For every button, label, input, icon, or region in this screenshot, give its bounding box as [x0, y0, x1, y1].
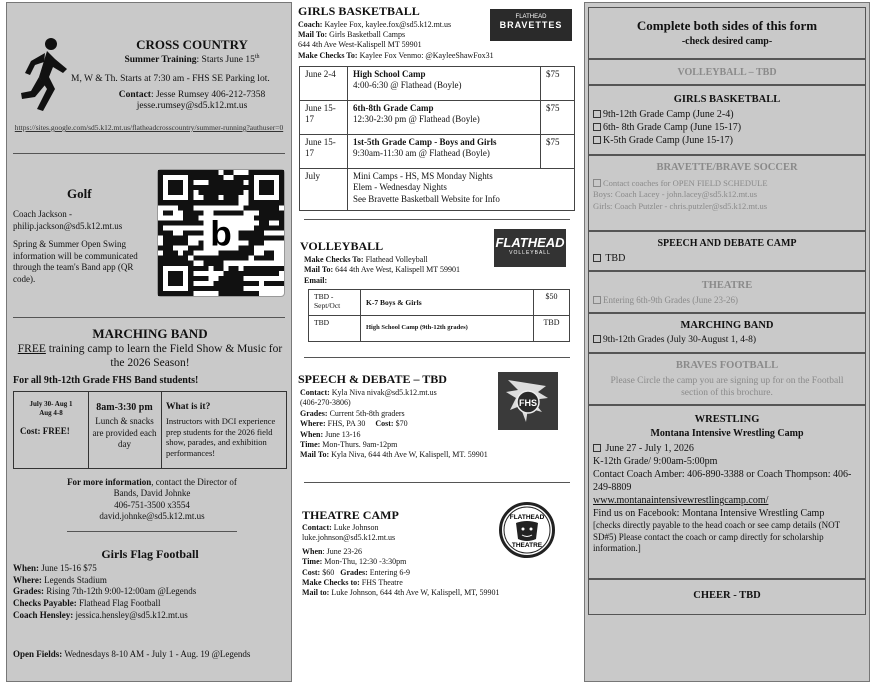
- band-time: 8am-3:30 pm: [96, 402, 153, 413]
- speech-debate-logo-text: FHS: [519, 398, 537, 408]
- form-wrestling: WRESTLING Montana Intensive Wrestling Camp June 27 - July 1, 2026 K-12th Grade/ 9:00am-5:00pm Contact Coach Amber: 406-890-3388 or Coach Thompson: 406-249-8809 www.montanaintensivewrestlingcamp.com/ Find us on Facebook: Montana Intensive Wrestling Camp [checks directly payable to the head coach or see camp details (NOT SD#5) Please contact the coach or camp directly for scholarship information.]: [588, 405, 866, 579]
- cross-country-schedule: M, W & Th. Starts at 7:30 am - FHS SE Parking lot.: [71, 74, 270, 84]
- table-row: June 15-17 1st-5th Grade Camp - Boys and Girls 9:30am-11:30 am @ Flathead (Boyle) $75: [300, 135, 575, 169]
- checkbox[interactable]: [593, 179, 601, 187]
- divider: [13, 317, 285, 318]
- gb-option-ms[interactable]: 6th- 8th Grade Camp (June 15-17): [593, 121, 741, 134]
- table-row: July Mini Camps - HS, MS Monday Nights Elem - Wednesday Nights See Bravette Basketball Website for Info: [300, 169, 575, 211]
- golf-title: Golf: [67, 186, 92, 201]
- divider: [304, 482, 570, 483]
- girls-basketball-table: [299, 66, 575, 211]
- band-description: FREE training camp to learn the Field Show & Music for the 2026 Season!: [17, 343, 283, 370]
- gb-option-hs[interactable]: 9th-12th Grade Camp (June 2-4): [593, 108, 741, 121]
- runner-icon: [17, 37, 69, 113]
- band-title: MARCHING BAND: [92, 326, 208, 341]
- form-soccer: BRAVETTE/BRAVE SOCCER Contact coaches for OPEN FIELD SCHEDULE Boys: Coach Lacey - john.lacey@sd5.k12.mt.us Girls: Coach Putzler - chris.putzler@sd5.k12.mt.us: [588, 155, 866, 231]
- qr-code: [157, 169, 285, 297]
- wrestling-website-link[interactable]: www.montanaintensivewrestlingcamp.com/: [593, 495, 769, 506]
- band-lunch: Lunch & snacks are provided each day: [92, 416, 157, 450]
- band-eligibility: For all 9th-12th Grade FHS Band students!: [13, 375, 199, 386]
- theatre-camp-info: Contact: Luke Johnson luke.johnson@sd5.k12.mt.us When: June 23-26 Time: Mon-Thu, 12:30 -3:30pm Cost: $60 Grades: Entering 6-9 Make Checks to: FHS Theatre Mail to: Luke Johnson, 644 4th Ave W, Kalispell, MT, 59901: [302, 523, 500, 598]
- svg-text:b: b: [210, 214, 232, 254]
- form-header: [588, 7, 866, 59]
- cross-country-title: CROSS COUNTRY: [136, 37, 248, 52]
- form-title: Complete both sides of this form: [636, 18, 818, 33]
- checkbox[interactable]: [593, 254, 601, 262]
- form-speech-debate: SPEECH AND DEBATE CAMP TBD: [588, 231, 866, 271]
- band-contact: For more information, contact the Director of Bands, David Johnke 406-751-3500 x3554 david.johnke@sd5.k12.mt.us: [67, 477, 237, 521]
- checkbox[interactable]: [593, 335, 601, 343]
- form-football: BRAVES FOOTBALL Please Circle the camp you are signing up for on the Football section of this brochure.: [588, 353, 866, 405]
- table-row: June 15-17 6th-8th Grade Camp 12:30-2:30 pm @ Flathead (Boyle) $75: [300, 101, 575, 135]
- svg-text:THEATRE: THEATRE: [511, 542, 543, 549]
- form-girls-basketball: GIRLS BASKETBALL 9th-12th Grade Camp (June 2-4) 6th- 8th Grade Camp (June 15-17) K-5th Grade Camp (June 15-17): [588, 85, 866, 155]
- cross-country-contact: Contact: Jesse Rumsey 406-212-7358: [118, 90, 266, 100]
- middle-column: [296, 2, 578, 682]
- speech-debate-logo: [498, 372, 558, 430]
- golf-info: Spring & Summer Open Swing information will be communicated through the team's Band app (QR code).: [13, 239, 138, 285]
- speech-debate-info: Contact: Kyla Niva nivak@sd5.k12.mt.us (406-270-3806) Grades: Current 5th-8th graders Where: FHS, PA 30 Cost: $70 When: June 13-16 Time: Mon-Thurs. 9am-12pm Mail To: Kyla Niva, 644 4th Ave W, Kalispell, MT. 59901: [300, 388, 488, 460]
- gb-option-elem[interactable]: K-5th Grade Camp (June 15-17): [593, 134, 741, 147]
- divider: [304, 357, 570, 358]
- checkbox[interactable]: [593, 296, 601, 304]
- girls-basketball-title: GIRLS BASKETBALL: [298, 4, 420, 18]
- registration-form: [584, 2, 870, 682]
- checkbox[interactable]: [593, 444, 601, 452]
- flathead-volleyball-logo: FLATHEAD VOLLEYBALL: [494, 229, 566, 267]
- table-row: TBD - Sept/Oct K-7 Boys & Girls $50: [309, 290, 570, 316]
- wrestling-option[interactable]: June 27 - July 1, 2026: [593, 442, 859, 455]
- divider: [13, 153, 285, 154]
- table-row: TBD High School Camp (9th-12th grades) TBD: [309, 316, 570, 342]
- cross-country-training: Summer Training: Starts June 15th: [124, 54, 260, 66]
- theatre-option[interactable]: Entering 6th-9th Grades (June 23-26): [593, 295, 738, 305]
- girls-basketball-info: Coach: Kaylee Fox, kaylee.fox@sd5.k12.mt.us Mail To: Girls Basketball Camps 644 4th Ave West-Kalispell MT 59901 Make Checks To: Kaylee Fox Venmo: @KayleeShawFox31: [298, 20, 494, 60]
- checkbox[interactable]: [593, 136, 601, 144]
- checkbox[interactable]: [593, 110, 601, 118]
- volleyball-info: Make Checks To: Flathead Volleyball Mail To: 644 4th Ave West, Kalispell MT 59901 Email:: [304, 255, 461, 285]
- theatre-camp-title: THEATRE CAMP: [302, 508, 399, 522]
- sd-option[interactable]: TBD: [593, 253, 625, 264]
- golf-coach: Coach Jackson - philip.jackson@sd5.k12.mt.us: [13, 209, 123, 231]
- bravettes-logo: FLATHEAD BRAVETTES: [490, 9, 572, 41]
- svg-text:FLATHEAD: FLATHEAD: [509, 514, 545, 521]
- band-cost: Cost: FREE!: [20, 426, 70, 436]
- flag-details: When: June 15-16 $75 Where: Legends Stadium Grades: Rising 7th-12th 9:00-12:00am @Legends Checks Payable: Flathead Flag Football Coach Hensley: jessica.hensley@sd5.k12.mt.us: [13, 563, 197, 620]
- divider: [304, 219, 570, 220]
- soccer-option[interactable]: Contact coaches for OPEN FIELD SCHEDULE: [593, 178, 768, 189]
- form-theatre: THEATRE Entering 6th-9th Grades (June 23-26): [588, 271, 866, 313]
- band-info-box: [13, 391, 287, 469]
- volleyball-title: VOLLEYBALL: [300, 239, 384, 253]
- band-option[interactable]: 9th-12th Grades (July 30-August 1, 4-8): [593, 335, 756, 345]
- form-marching-band: MARCHING BAND 9th-12th Grades (July 30-August 1, 4-8): [588, 313, 866, 353]
- form-cheer: CHEER - TBD: [588, 579, 866, 615]
- form-subtitle: -check desired camp-: [681, 36, 773, 47]
- flag-open-fields: Open Fields: Wednesdays 8-10 AM - July 1 - Aug. 19 @Legends: [13, 649, 251, 659]
- left-column: [6, 2, 292, 682]
- checkbox[interactable]: [593, 123, 601, 131]
- volleyball-table: [308, 289, 570, 342]
- cross-country-link[interactable]: https://sites.google.com/sd5.k12.mt.us/flatheadcrosscountry/summer-running?authuser=0: [14, 123, 284, 132]
- divider: [67, 531, 237, 532]
- band-dates: July 30- Aug 1 Aug 4-8: [29, 400, 73, 418]
- table-row: June 2-4 High School Camp 4:00-6:30 @ Flathead (Boyle) $75: [300, 67, 575, 101]
- band-what-desc: Instructors with DCI experience prep students for the 2026 field show, parades, and exhibition performances!: [166, 416, 276, 458]
- cross-country-email[interactable]: jesse.rumsey@sd5.k12.mt.us: [136, 101, 248, 111]
- form-volleyball: VOLLEYBALL – TBD: [588, 59, 866, 85]
- flathead-theatre-logo: [499, 502, 555, 558]
- speech-debate-title: SPEECH & DEBATE – TBD: [298, 372, 447, 386]
- band-what-label: What is it?: [166, 402, 211, 412]
- flag-title: Girls Flag Football: [101, 547, 199, 561]
